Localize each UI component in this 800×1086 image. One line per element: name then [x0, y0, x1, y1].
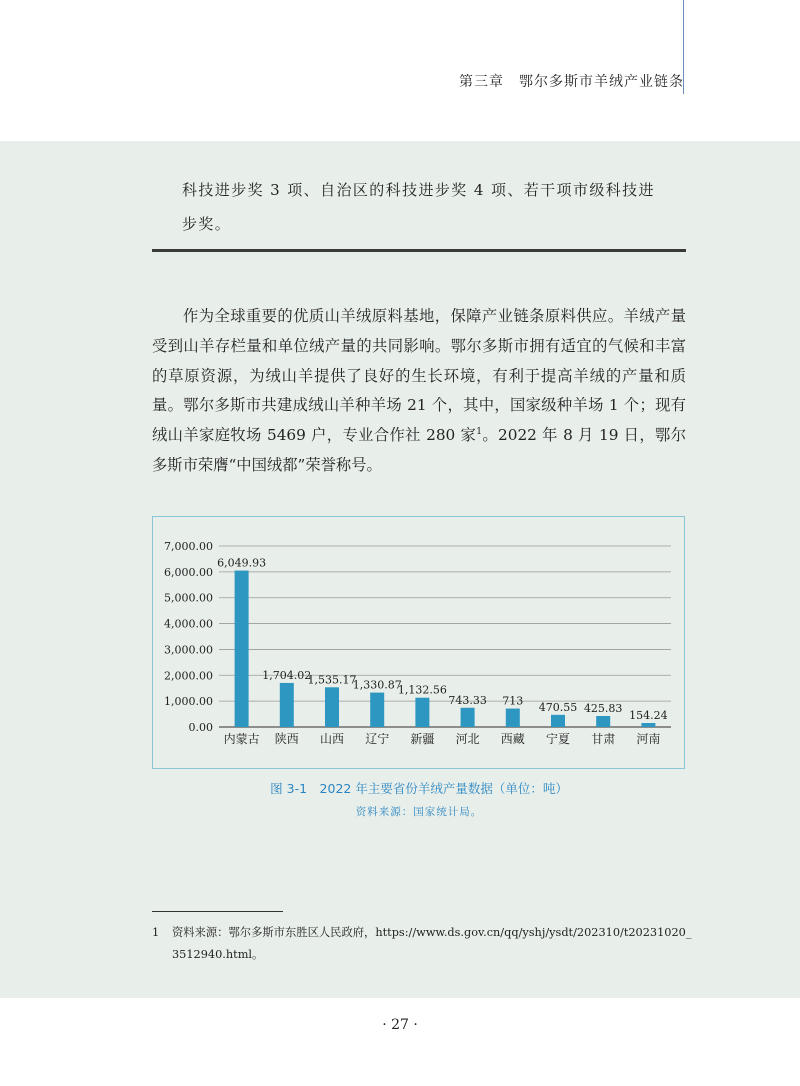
footnote-line-1[interactable]: 资料来源：鄂尔多斯市东胜区人民政府，https://www.ds.gov.cn/qq/yshj/ysdt/202310/t20231020_ [172, 926, 692, 939]
x-tick-label: 西藏 [500, 732, 525, 746]
data-label: 1,132.56 [397, 683, 447, 697]
x-tick-label: 宁夏 [545, 732, 571, 746]
figure-caption: 图 3-1 2022 年主要省份羊绒产量数据（单位：吨） [270, 781, 568, 796]
data-label: 425.83 [583, 701, 623, 715]
bar [280, 683, 294, 727]
y-tick-label: 3,000.00 [164, 643, 213, 657]
figure-source: 资料来源：国家统计局。 [355, 806, 483, 818]
bar [461, 708, 475, 727]
data-label: 1,330.87 [352, 678, 402, 692]
bar [506, 709, 520, 727]
bar [596, 716, 610, 727]
footnote-reference[interactable]: 1 [476, 427, 482, 438]
footnote-line-2[interactable]: 3512940.html。 [172, 948, 264, 961]
footnote [152, 922, 692, 966]
data-label: 713 [502, 694, 524, 708]
y-tick-label: 2,000.00 [164, 669, 213, 683]
x-tick-label: 新疆 [410, 732, 435, 746]
bar [551, 715, 565, 727]
data-label: 6,049.93 [217, 556, 267, 570]
y-tick-label: 4,000.00 [164, 617, 213, 631]
bar [325, 687, 339, 727]
boxed-note [182, 173, 687, 241]
boxed-note-line-1: 科技进步奖 3 项、自治区的科技进步奖 4 项、若干项市级科技进 [182, 181, 655, 199]
page-number: · 27 · [382, 1017, 418, 1033]
bar-chart [153, 517, 686, 770]
x-tick-label: 河南 [636, 732, 661, 746]
boxed-note-rule [152, 249, 686, 252]
footnote-number: 1 [152, 926, 160, 939]
x-tick-label: 山西 [319, 732, 345, 746]
paragraph-text-end: 。2022 年 8 月 19 日，鄂尔多斯市荣膺“中国绒都”荣誉称号。 [152, 426, 686, 474]
data-label: 154.24 [629, 709, 668, 723]
running-head: 第三章 鄂尔多斯市羊绒产业链条 [459, 74, 684, 90]
chart-frame [152, 516, 685, 769]
data-label: 1,535.17 [307, 673, 357, 687]
x-tick-label: 辽宁 [365, 732, 390, 746]
bar [235, 571, 249, 727]
body-paragraph [152, 302, 686, 481]
bar [641, 723, 655, 727]
y-tick-label: 6,000.00 [164, 565, 213, 579]
y-tick-label: 0.00 [188, 721, 213, 734]
data-label: 743.33 [448, 693, 487, 707]
x-tick-label: 河北 [455, 732, 480, 746]
footnote-rule [152, 911, 283, 912]
x-tick-label: 陕西 [274, 732, 299, 746]
y-tick-label: 5,000.00 [164, 591, 213, 605]
paragraph-text: 作为全球重要的优质山羊绒原料基地，保障产业链条原料供应。羊绒产量受到山羊存栏量和单位绒产量的共同影响。鄂尔多斯市拥有适宜的气候和丰富的草原资源，为绒山羊提供了良好的生长环境，有利于提高羊绒的产量和质量。鄂尔多斯市共建成绒山羊种羊场 21 个，其中，国家级种羊场 1 个；现有绒山羊家庭牧场 5469 户，专业合作社 280 家 [152, 307, 686, 445]
y-tick-label: 1,000.00 [164, 695, 213, 709]
data-label: 470.55 [538, 700, 578, 714]
x-tick-label: 内蒙古 [223, 732, 260, 746]
boxed-note-line-2: 步奖。 [182, 215, 232, 233]
data-label: 1,704.02 [262, 668, 312, 682]
bar [370, 693, 384, 727]
y-tick-label: 7,000.00 [164, 540, 213, 553]
x-tick-label: 甘肃 [591, 732, 616, 746]
bar [415, 698, 429, 727]
